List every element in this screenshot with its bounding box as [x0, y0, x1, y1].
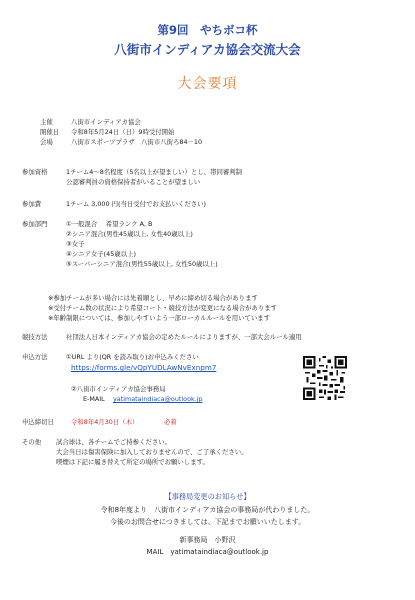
apply-office: ②八街市インディアカ協会事務局	[71, 385, 166, 393]
qualification-label: 参加資格	[22, 168, 48, 176]
host-label: 主催	[40, 118, 53, 126]
division-item: ⑤スーパーシニア混合(男性55歳以上, 女性50歳以上)	[66, 260, 218, 268]
new-office-name: 新事務局 小野沢	[179, 536, 236, 544]
division-item: ③女子	[66, 240, 85, 248]
note-item: ※参加チームが多い場合には先着順とし、早めに締め切る場合があります	[48, 294, 258, 302]
date-label: 開催日	[40, 128, 60, 136]
new-office-mail: MAIL yatimataindiaca@outlook.jp	[146, 548, 269, 556]
rules-value: 社団法人日本インディアカ協会の定めたルールによりますが、一部大会ルール適用	[66, 333, 302, 341]
fee-value: 1チーム 3,000 円(当日受付でお支払いください)	[66, 200, 207, 208]
event-main-title: 八街市インディアカ協会交流大会	[114, 42, 301, 57]
qualification-line2: 公認審判員の資格保持者がいることが望ましい	[66, 178, 201, 186]
fee-label: 参加費	[22, 200, 42, 208]
apply-label: 申込方法	[22, 353, 48, 361]
rules-label: 競技方法	[22, 333, 48, 341]
other-line: 大会当日は傷害保険に加入しておりませんので、ご了承ください。	[56, 448, 248, 456]
event-guideline-heading: 大会要項	[177, 76, 238, 92]
note-item: ※受付チーム数の状況により希望コート・競技方法が変更になる場合があります	[48, 304, 278, 312]
host-value: 八街市インディアカ協会	[71, 118, 141, 126]
office-change-line1: 令和8年度より 八街市インディアカ協会の事務局が代わりました。	[100, 506, 315, 514]
note-item: ※年齢制限については、参加しやすいよう一部ローカルルールを用いています	[48, 314, 271, 322]
venue-label: 会場	[40, 138, 53, 146]
other-line: 試合球は、各チームでご持参ください。	[56, 438, 172, 446]
deadline-date: 令和8年4月30日（木）	[71, 418, 139, 426]
apply-email-link[interactable]: yatimataindiaca@outlook.jp	[113, 395, 203, 403]
venue-value: 八街市スポーツプラザ 八街市八街ろ84－10	[71, 138, 203, 146]
event-edition-title: 第9回 やちボコ杯	[157, 23, 258, 37]
office-change-heading: 【事務局変更のお知らせ】	[164, 492, 251, 501]
divisions-label: 参加部門	[22, 220, 48, 228]
apply-form-link[interactable]: https://forms.gle/vQpYUDLAwNvExnpm7	[71, 363, 217, 372]
division-item: ④シニア女子(45歳以上)	[66, 250, 136, 258]
apply-email-label: E-MAIL	[83, 395, 105, 403]
other-line: 喫煙は下記に履き替えて所定の場所でお願いします。	[56, 458, 209, 466]
qualification-line1: 1チーム4～8名程度（5名以上が望ましい）とし、帯同審判制	[66, 168, 243, 176]
office-change-line2: 今後のお問合せにつきましては、下記までお願いいたします。	[109, 518, 306, 526]
deadline-note: 必着	[164, 418, 177, 426]
qr-code-icon[interactable]	[303, 356, 347, 400]
division-item: ①一般混合 希望ランク A, B	[66, 220, 153, 228]
other-label: その他	[22, 438, 42, 446]
date-value: 令和8年5月24日（日）9時受付開始	[71, 128, 175, 136]
deadline-label: 申込締切日	[22, 418, 54, 426]
apply-url-intro: ①URL より(QR を読み取り)お申込みください	[66, 353, 199, 361]
division-item: ②シニア混合(男性45歳以上, 女性40歳以上)	[66, 230, 193, 238]
